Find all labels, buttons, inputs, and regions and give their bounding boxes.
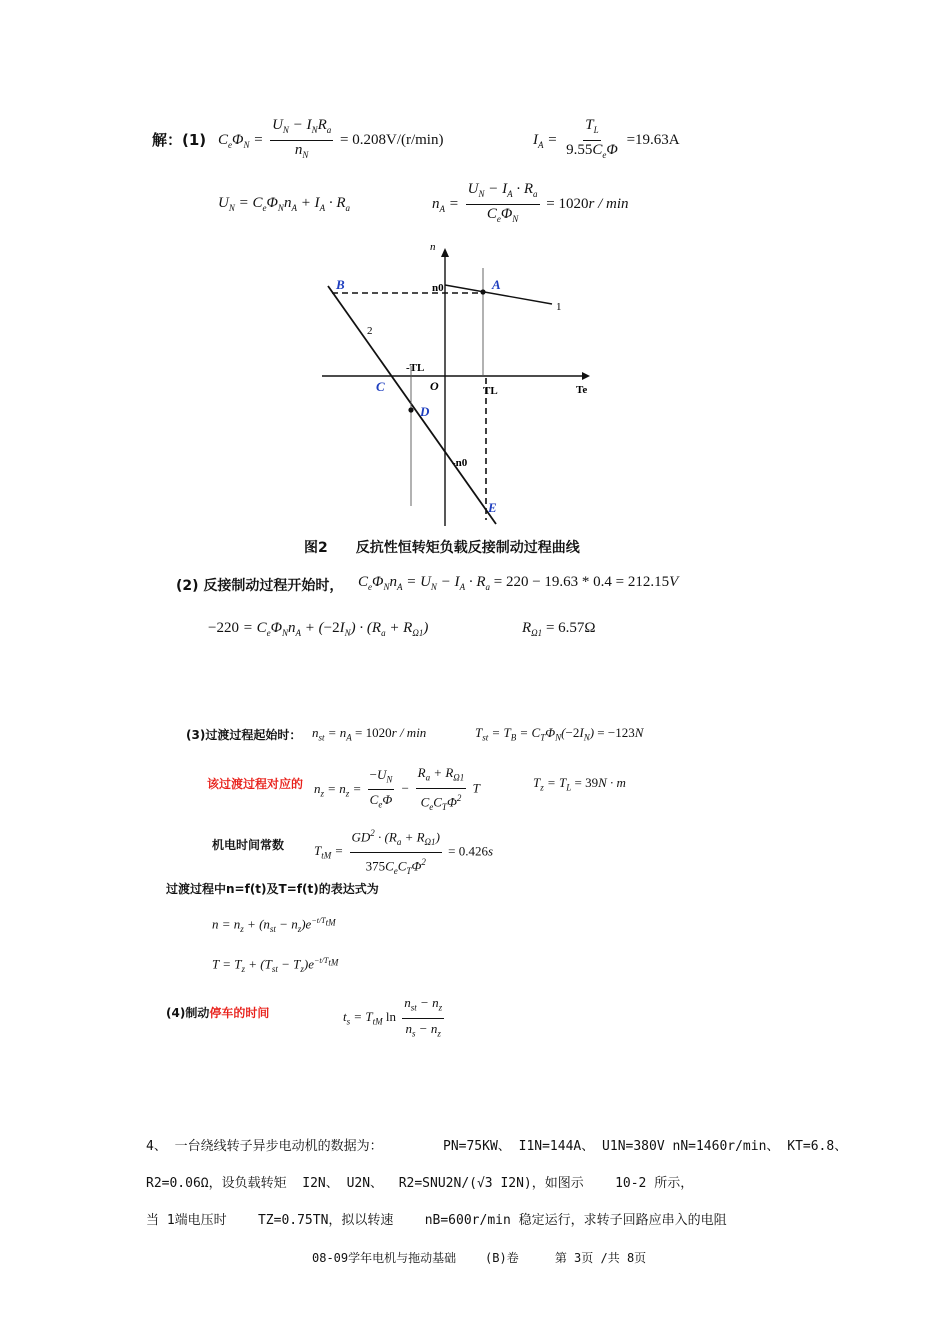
- label-point-a: A: [492, 277, 501, 292]
- te-axis-arrow: [582, 372, 590, 380]
- part3-equation-nst: $n_{st} = n_A = 1020r / \min$: [312, 725, 427, 743]
- part2-equation-1: $C_e\Phi_Nn_A = U_N - I_A \cdot R_a = 220 - 19.63 * 0.4 = 212.15V$: [358, 574, 679, 592]
- figure-caption: 图2 反抗性恒转矩负载反接制动过程曲线: [304, 540, 580, 556]
- label-n-axis: n: [430, 241, 436, 253]
- part2-equation-3: $R_{\Omega 1} = 6.57\Omega$: [522, 620, 596, 638]
- equation-ia: $I_A$ = $\frac{T_L}{9.55C_e\Phi}$ =19.63A: [533, 117, 680, 160]
- n-axis-arrow: [441, 248, 449, 257]
- time-constant-label: 机电时间常数: [212, 838, 285, 852]
- expression-label: 过渡过程中n=f(t)及T=f(t)的表达式为: [166, 882, 379, 896]
- point-a-dot: [480, 289, 485, 294]
- label-curve-1: 1: [556, 301, 562, 313]
- part4-label-red: 停车的时间: [209, 1006, 270, 1020]
- label-origin: O: [430, 379, 439, 393]
- label-curve-2: 2: [367, 325, 373, 337]
- time-constant-equation: $T_{tM}$ = $\frac{GD^2 \cdot (R_a + R_{\Omega 1})}{375C_eC_T\Phi^2}$ = 0.426s: [314, 825, 493, 880]
- page-footer: 08-09学年电机与拖动基础 (B)卷 第 3页 /共 8页: [312, 1251, 647, 1265]
- label-point-b: B: [336, 277, 345, 292]
- solution-label: 解：(1): [152, 131, 207, 149]
- label-point-d: D: [420, 404, 430, 419]
- label-neg-n0: -n0: [452, 457, 468, 469]
- point-d-dot: [408, 407, 413, 412]
- problem4-line3: 当 1端电压时 TZ=0.75TN，拟以转速 nB=600r/min 稳定运行，求转子回路应串入的电阻: [146, 1213, 727, 1228]
- problem4-line1a: 4、 一台绕线转子异步电动机的数据为：: [146, 1139, 383, 1154]
- part3-equation-nz: $n_z = n_z$ = $\frac{-U_N}{C_e\Phi}$ − $\frac{R_a + R_{\Omega 1}}{C_eC_T\Phi^2}$ T: [314, 765, 480, 812]
- label-point-c: C: [376, 379, 385, 394]
- equation-un: $U_N = C_e\Phi_Nn_A + I_A \cdot R_a$: [218, 195, 350, 213]
- label-n0: n0: [432, 282, 444, 294]
- part3-equation-tz: $T_z = T_L = 39N \cdot m$: [533, 775, 626, 793]
- expression-n: $n = n_z + (n_{st} - n_z)e^{-t/T_{tM}}$: [212, 916, 336, 934]
- label-neg-tl: -TL: [406, 362, 425, 374]
- equation-ce-phi: $C_e\Phi_N$ = $\frac{U_N - I_NR_a}{n_N}$ = 0.208V/(r/min): [218, 117, 444, 160]
- problem4-line2: R2=0.06Ω，设负载转矩 I2N、 U2N、 R2=SNU2N/(√3 I2N)，如图示 10-2 所示，: [146, 1176, 694, 1191]
- part3-equation-tst: $T_{st} = T_B = C_T\Phi_N(-2I_N) = -123N$: [475, 725, 644, 743]
- braking-curve-figure: [310, 238, 610, 528]
- part2-equation-2: $-220 = C_e\Phi_Nn_A + (-2I_N) \cdot (R_a + R_{\Omega 1})$: [208, 620, 429, 638]
- part4-equation: $t_s = T_{tM}$ ln $\frac{n_{st} - n_z}{n_s - n_z}$: [343, 995, 443, 1039]
- expression-t: $T = T_z + (T_{st} - T_z)e^{-t/T_{tM}}$: [212, 956, 339, 974]
- part2-label: (2) 反接制动过程开始时，: [176, 578, 344, 594]
- label-point-e: E: [488, 500, 497, 515]
- part3-label: (3)过渡过程起始时：: [186, 728, 302, 742]
- part4-label: [166, 1004, 269, 1021]
- label-te-axis: Te: [576, 384, 588, 396]
- part3-red-label: 该过渡过程对应的: [207, 777, 304, 791]
- equation-na: $n_A$ = $\frac{U_N - I_A \cdot R_a}{C_e\Phi_N}$ = 1020r / min: [432, 181, 629, 224]
- part4-label-black: (4)制动: [166, 1006, 210, 1020]
- label-tl: TL: [483, 385, 498, 397]
- curve-2: [328, 286, 496, 524]
- problem4-line1b: PN=75KW、 I1N=144A、 U1N=380V nN=1460r/min、 KT=6.8、: [443, 1139, 848, 1154]
